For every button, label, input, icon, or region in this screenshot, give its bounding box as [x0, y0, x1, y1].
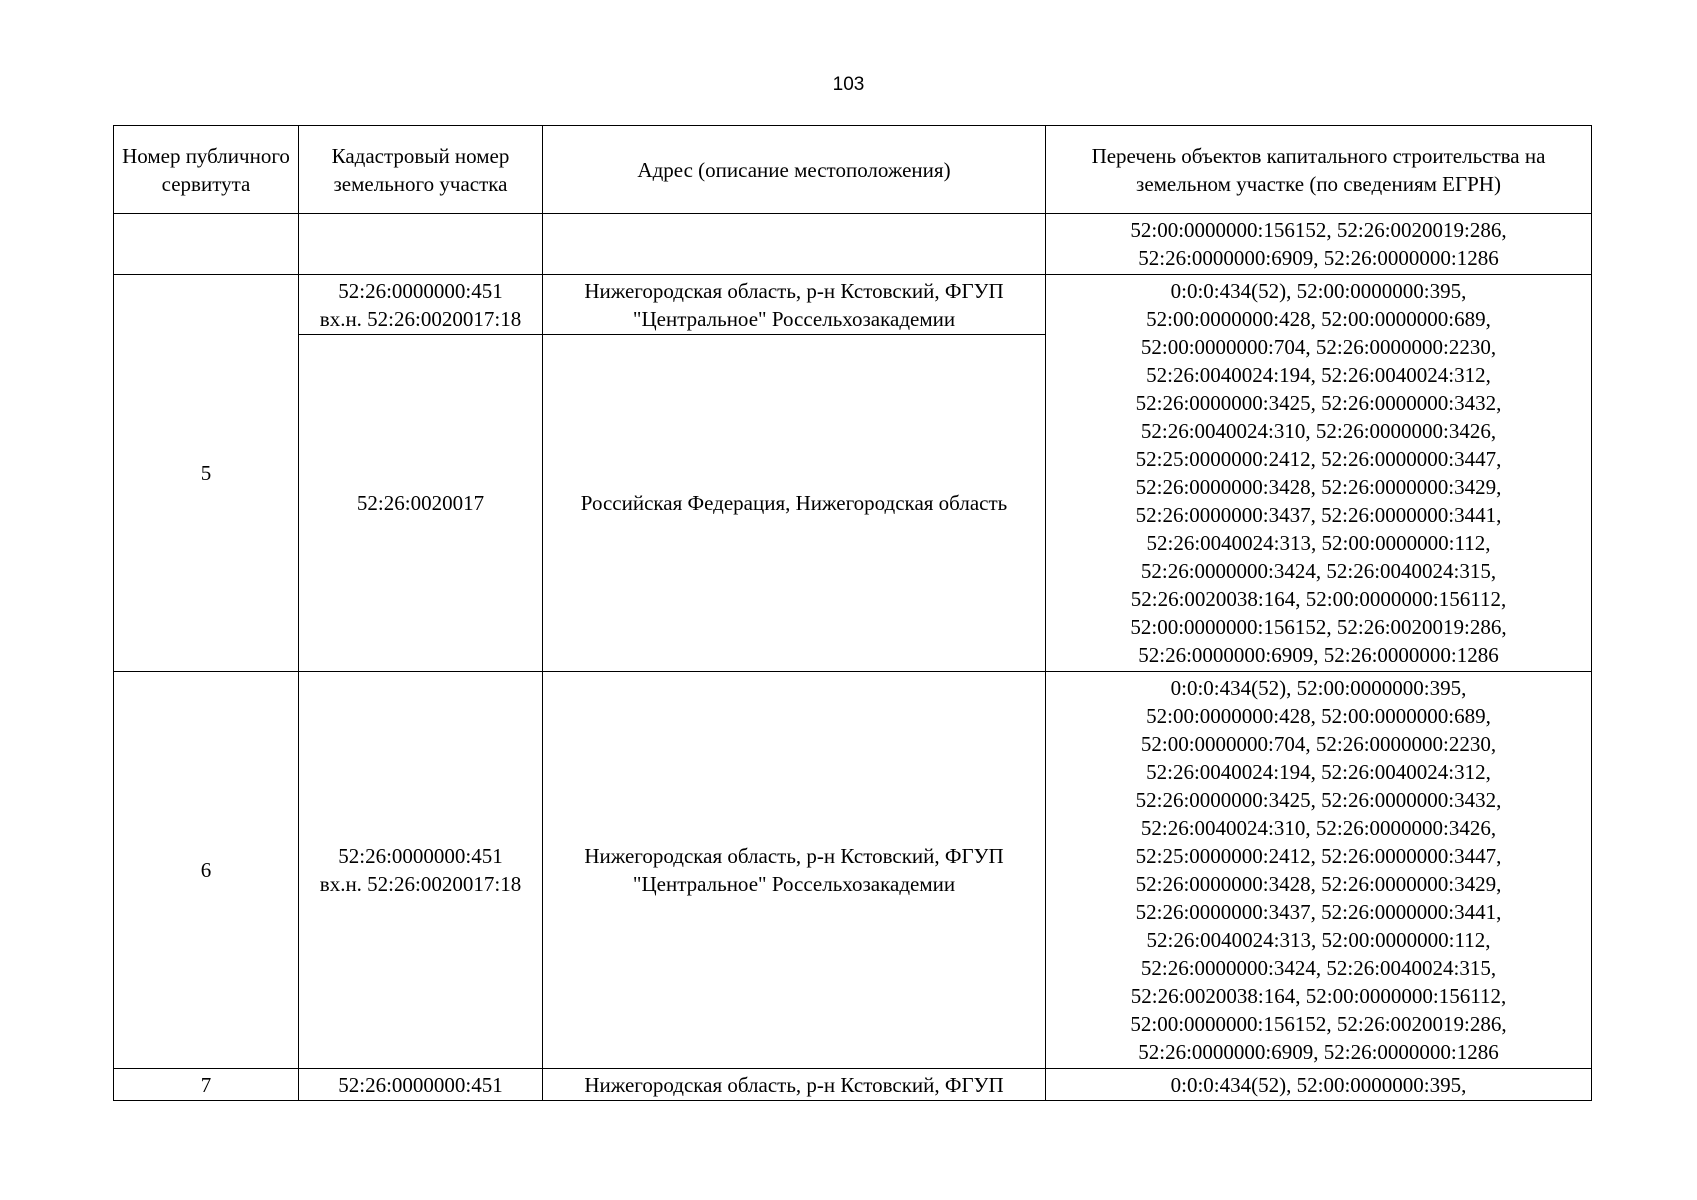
servitude-5-plot-2-address: Российская Федерация, Нижегородская область	[543, 335, 1046, 672]
servitude-5-plot-1-cadastral: 52:26:0000000:451 вх.н. 52:26:0020017:18	[299, 275, 543, 335]
header-address: Адрес (описание местоположения)	[543, 126, 1046, 214]
header-row	[114, 126, 1592, 214]
continuation-servitude-number	[114, 214, 299, 275]
header-cadastral-number: Кадастровый номер земельного участка	[299, 126, 543, 214]
servitude-7-row	[114, 1069, 1592, 1101]
servitude-5-objects: 0:0:0:434(52), 52:00:0000000:395, 52:00:0000000:428, 52:00:0000000:689, 52:00:0000000:704, 52:26:0000000:2230, 52:26:0040024:194, 52:26:0040024:312, 52:26:0000000:3425, 52:26:0000000:3432, 52:26:0040024:310, 52:26:0000000:3426, 52:25:0000000:2412, 52:26:0000000:3447, 52:26:0000000:3428, 52:26:0000000:3429, 52:26:0000000:3437, 52:26:0000000:3441, 52:26:0040024:313, 52:00:0000000:112, 52:26:0000000:3424, 52:26:0040024:315, 52:26:0020038:164, 52:00:0000000:156112, 52:00:0000000:156152, 52:26:0020019:286, 52:26:0000000:6909, 52:26:0000000:1286	[1046, 275, 1592, 672]
header-servitude-number: Номер публичного сервитута	[114, 126, 299, 214]
continuation-address	[543, 214, 1046, 275]
servitude-5-plot-2-cadastral: 52:26:0020017	[299, 335, 543, 672]
objects-line: 52:00:0000000:156152, 52:26:0020019:286,	[1130, 218, 1507, 242]
servitude-5-plot-1-address: Нижегородская область, р-н Кстовский, ФГУП "Центральное" Россельхозакадемии	[543, 275, 1046, 335]
continuation-row	[114, 214, 1592, 275]
servitude-6-row	[114, 672, 1592, 1069]
servitude-table	[113, 125, 1592, 1101]
servitude-7-number: 7	[114, 1069, 299, 1101]
objects-line: 52:26:0000000:6909, 52:26:0000000:1286	[1138, 246, 1499, 270]
header-objects: Перечень объектов капитального строительства на земельном участке (по сведениям ЕГРН)	[1046, 126, 1592, 214]
continuation-cadastral-number	[299, 214, 543, 275]
servitude-7-address: Нижегородская область, р-н Кстовский, ФГУП	[543, 1069, 1046, 1101]
continuation-objects	[1046, 214, 1592, 275]
servitude-5-number: 5	[114, 275, 299, 672]
servitude-7-objects: 0:0:0:434(52), 52:00:0000000:395,	[1046, 1069, 1592, 1101]
servitude-7-cadastral: 52:26:0000000:451	[299, 1069, 543, 1101]
servitude-5-plot-1-row	[114, 275, 1592, 335]
servitude-6-objects: 0:0:0:434(52), 52:00:0000000:395, 52:00:0000000:428, 52:00:0000000:689, 52:00:0000000:704, 52:26:0000000:2230, 52:26:0040024:194, 52:26:0040024:312, 52:26:0000000:3425, 52:26:0000000:3432, 52:26:0040024:310, 52:26:0000000:3426, 52:25:0000000:2412, 52:26:0000000:3447, 52:26:0000000:3428, 52:26:0000000:3429, 52:26:0000000:3437, 52:26:0000000:3441, 52:26:0040024:313, 52:00:0000000:112, 52:26:0000000:3424, 52:26:0040024:315, 52:26:0020038:164, 52:00:0000000:156112, 52:00:0000000:156152, 52:26:0020019:286, 52:26:0000000:6909, 52:26:0000000:1286	[1046, 672, 1592, 1069]
servitude-6-address: Нижегородская область, р-н Кстовский, ФГУП "Центральное" Россельхозакадемии	[543, 672, 1046, 1069]
page-number: 103	[832, 74, 865, 95]
servitude-6-cadastral: 52:26:0000000:451 вх.н. 52:26:0020017:18	[299, 672, 543, 1069]
servitude-6-number: 6	[114, 672, 299, 1069]
